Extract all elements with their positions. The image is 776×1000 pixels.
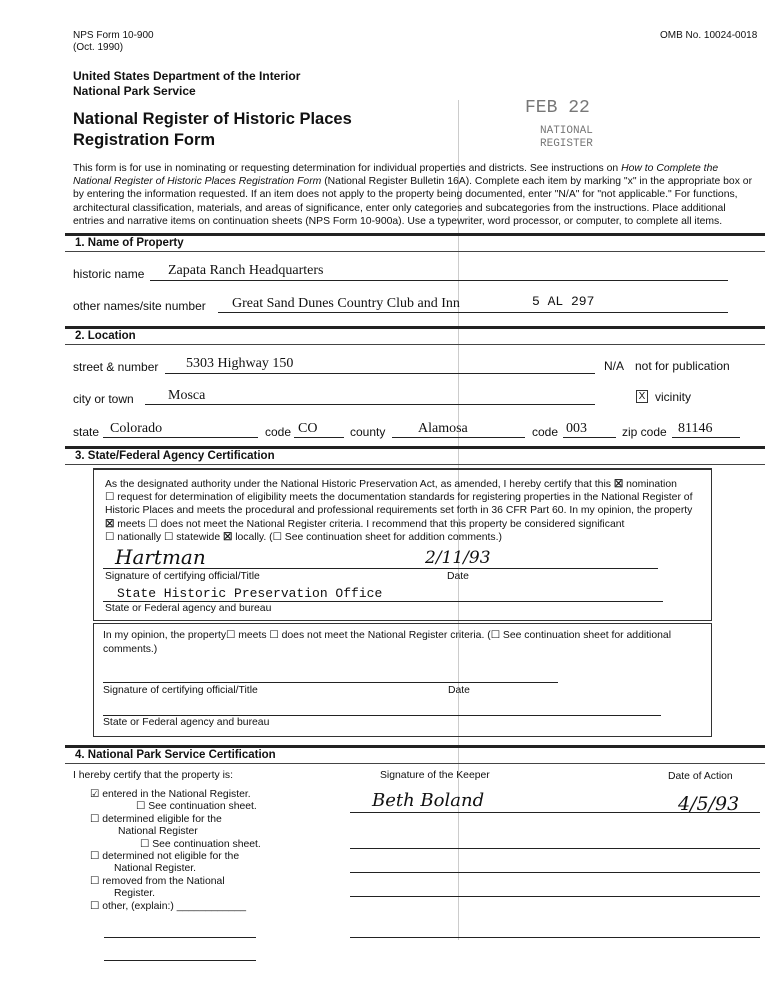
historic-name-label: historic name [73, 267, 145, 281]
street-field[interactable]: 5303 Highway 150 [186, 356, 294, 371]
historic-name-field[interactable]: Zapata Ranch Headquarters [168, 263, 324, 278]
section-2-heading: 2. Location [65, 326, 765, 345]
nps-status-options [90, 789, 261, 913]
county-label: county [350, 425, 386, 439]
option-eligible-cont: National Register [118, 826, 198, 838]
option-entered-continuation[interactable]: ☐ See continuation sheet. [136, 801, 257, 813]
site-number[interactable]: 5 AL 297 [532, 294, 595, 309]
action-date-label: Date of Action [668, 771, 733, 782]
opinion-text: In my opinion, the property☐ meets ☐ does not meet the National Register criteria. (☐ See continuation sheet for additional comments.) [103, 630, 672, 655]
county-code-label: code [532, 425, 559, 439]
state-code-label: code [265, 425, 292, 439]
zip-field[interactable]: 81146 [678, 421, 713, 436]
vicinity-checkbox[interactable]: X [636, 390, 648, 403]
form-title-1: National Register of Historic Places [73, 110, 352, 128]
form-number: NPS Form 10-900 [73, 30, 154, 41]
section-1-heading: 1. Name of Property [65, 233, 765, 252]
not-for-publication-label: not for publication [635, 359, 730, 373]
option-removed-cont: Register. [114, 888, 156, 900]
agency-field[interactable]: State Historic Preservation Office [117, 586, 383, 601]
certification-date[interactable]: 2/11/93 [425, 548, 491, 568]
option-not-eligible-cont: National Register. [114, 863, 197, 875]
keeper-label: Signature of the Keeper [380, 770, 490, 781]
option-other[interactable]: ☐ other, (explain:) ____________ [90, 900, 247, 912]
signature-label: Signature of certifying official/Title [105, 571, 260, 582]
other-names-field[interactable]: Great Sand Dunes Country Club and Inn [232, 296, 460, 311]
vicinity-label: vicinity [655, 390, 692, 404]
department: United States Department of the Interior [73, 69, 301, 83]
keeper-signature[interactable]: Beth Boland [372, 790, 485, 811]
received-stamp-line1: NATIONAL [540, 125, 593, 137]
received-stamp-line2: REGISTER [540, 138, 593, 150]
option-entered[interactable]: ☑ entered in the National Register. [90, 789, 251, 800]
option-not-eligible[interactable]: ☐ determined not eligible for the [90, 851, 240, 863]
city-label: city or town [73, 392, 134, 406]
action-date[interactable]: 4/5/93 [678, 793, 740, 815]
date2-label: Date [448, 685, 470, 696]
option-eligible[interactable]: ☐ determined eligible for the [90, 813, 222, 825]
state-code-field[interactable]: CO [298, 421, 318, 436]
county-field[interactable]: Alamosa [418, 421, 468, 436]
street-label: street & number [73, 360, 159, 374]
omb-number: OMB No. 10024-0018 [660, 30, 758, 41]
certification-text: As the designated authority under the National Historic Preservation Act, as amended, I hereby certify that this ☒ nomination ☐ request for determination of eligibility meets the documentation standards for registering properties in the National Register of Historic Places and meets the procedural and professional requirements set forth in 36 CFR Part 60. In my opinion, the property ☒ meets ☐ does not meet the National Register criteria. I recommend that this property be considered significant ☐ nationally ☐ statewide ☒ locally. (☐ See continuation sheet for addition comments.) [105, 479, 693, 543]
agency2-label: State or Federal agency and bureau [103, 717, 270, 728]
section-3-heading: 3. State/Federal Agency Certification [65, 446, 765, 465]
option-removed[interactable]: ☐ removed from the National [90, 875, 225, 887]
zip-label: zip code [622, 425, 667, 439]
received-stamp-date: FEB 22 [525, 98, 590, 118]
certifying-signature[interactable]: Hartman [115, 545, 206, 569]
form-title-2: Registration Form [73, 131, 216, 149]
service: National Park Service [73, 84, 196, 98]
certify-label: I hereby certify that the property is: [73, 770, 233, 781]
state-label: state [73, 425, 100, 439]
not-for-publication-mark[interactable]: N/A [604, 359, 625, 373]
other-names-label: other names/site number [73, 299, 206, 313]
instructions: This form is for use in nominating or requesting determination for individual properties and districts. See instructions on How to Complete the National Register of Historic Places Registration Form (National Register Bulletin 16A). Complete each item by marking "x" in the appropriate box or by entering the information requested. If an item does not apply to the property being documented, enter "N/A" for "not applicable." For functions, architectural classification, materials, and areas of significance, enter only categories and subcategories from the instructions. Place additional entries and narrative items on continuation sheets (NPS Form 10-900a). Use a typewriter, word processor, or computer, to complete all items. [73, 163, 753, 227]
form-date: (Oct. 1990) [73, 42, 124, 53]
signature2-label: Signature of certifying official/Title [103, 685, 258, 696]
date-label: Date [447, 571, 469, 582]
option-eligible-continuation[interactable]: ☐ See continuation sheet. [140, 838, 261, 850]
city-field[interactable]: Mosca [168, 388, 206, 403]
county-code-field[interactable]: 003 [566, 421, 587, 436]
section-4-heading: 4. National Park Service Certification [65, 745, 765, 764]
state-field[interactable]: Colorado [110, 421, 163, 436]
agency-label: State or Federal agency and bureau [105, 603, 272, 614]
